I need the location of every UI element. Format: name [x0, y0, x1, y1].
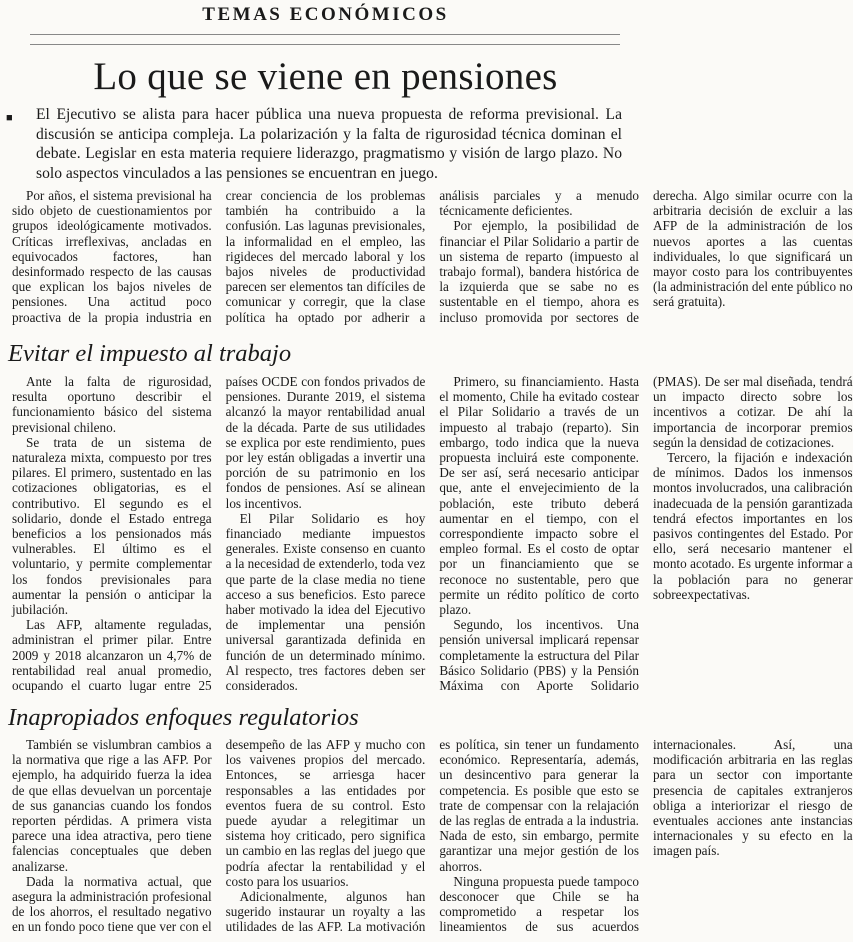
paragraph: Ante la falta de rigurosidad, resulta oportuno describir el funcionamiento básico del sistema previsional chileno.: [12, 374, 212, 435]
paragraph: Primero, su financiamiento. Hasta el momento, Chile ha evitado costear el Pilar Solidario a través de un impuesto al trabajo (reparto). Sin embargo, todo indica que la nueva propuesta incluirá este componente. De ser así, será necesario anticipar que, ante el envejecimiento de la población, este tributo deberá aumentar en el tiempo, con el correspondiente impacto sobre el empleo formal. Es el costo de optar por un financiamiento que se reconoce no sustentable, pero que permite un rédito político de corto plazo.: [439, 374, 639, 618]
top-rule: [30, 34, 620, 35]
paragraph: Se trata de un sistema de naturaleza mixta, compuesto por tres pilares. El primero, sustentado en las cotizaciones obligatorias, es el contributivo. El segundo es el solidario, donde el Estado entrega beneficios a los pensionados más vulnerables. El último es el voluntario, y permite complementar los fondos previsionales para aumentar la pensión o anticipar la jubilación.: [12, 434, 212, 618]
article-lead: El Ejecutivo se alista para hacer pública una nueva propuesta de reforma previsional. La discusión se anticipa compleja. La polarización y la falta de rigurosidad técnica dominan el debate. Legislar en esta materia requiere liderazgo, pragmatismo y visión de largo plazo. No solo aspectos vinculados a las pensiones se encuentran en juego.: [36, 106, 622, 182]
paragraph: Ninguna propuesta puede tampoco desconocer que Chile se ha comprometido a respetar los lineamientos de sus acuerdos internacionales. Así, una modificación arbitraria en las reglas para un sector con importante presencia de capitales extranjeros obliga a interiorizar el riesgo de eventuales acciones ante instancias internacionales y su efecto en la imagen país.: [439, 737, 853, 935]
paragraph: Dada la normativa actual, que asegura la administración profesional de los ahorros, el resultado negativo en un fondo poco tiene que ver con el desempeño de las AFP y mucho con los vaivenes propios del mercado. Entonces, se arriesga hacer responsables a las entidades por eventos fuera de su control. Esto puede ayudar a relegitimar un sistema hoy criticado, pero significa un cambio en las reglas del juego que podría afectar la rentabilidad y el costo para los usuarios.: [12, 737, 426, 935]
paragraph: Segundo, los incentivos. Una pensión universal implicará repensar completamente la estructura del Pilar Básico Solidario (PBS) y la Pensión Máxima con Aporte Solidario (PMAS). De ser mal diseñada, tendrá un impacto directo sobre los incentivos a cotizar. De ahí la importancia de incorporar premios según la densidad de cotizaciones.: [439, 374, 853, 694]
paragraph: Por años, el sistema previsional ha sido objeto de cuestionamientos por grupos ideológicamente motivados. Críticas irreflexivas, ancladas en equivocados factores, han desinformado respecto de las causas que explican los bajos niveles de pensiones. Una actitud poco proactiva de la propia industria en crear conciencia de los problemas también ha contribuido a la confusión. Las lagunas previsionales, la informalidad en el empleo, las rigideces del mercado laboral y los bajos niveles de productividad parecen ser elementos tan difíciles de comunicar y corregir, que la clase política ha optado por adherir a análisis parciales y a menudo técnicamente deficientes.: [12, 188, 639, 325]
subheading-regulatorios: Inapropiados enfoques regulatorios: [8, 704, 359, 731]
article-title: Lo que se viene en pensiones: [93, 55, 558, 98]
section3-columns: [12, 737, 853, 939]
paragraph: También se vislumbran cambios a la normativa que rige a las AFP. Por ejemplo, ha adquirido fuerza la idea de que ellas devuelvan un porcentaje de sus ganancias cuando los fondos reporten pérdidas. A primera vista parece una idea atractiva, pero tiene falencias conceptuales que deben analizarse.: [12, 737, 212, 874]
intro-columns: [12, 188, 853, 336]
section2-columns: [12, 374, 853, 694]
subheading-impuesto: Evitar el impuesto al trabajo: [8, 340, 292, 367]
section-label: TEMAS ECONÓMICOS: [202, 4, 449, 25]
paragraph: Por ejemplo, la posibilidad de financiar el Pilar Solidario a partir de un sistema de reparto (impuesto al trabajo formal), bandera histórica de la izquierda que se sabe no es sustentable en el tiempo, ahora es incluso promovida por sectores de derecha. Algo similar ocurre con la arbitraria decisión de excluir a las AFP de la administración de los nuevos aportes a las cuentas individuales, lo que significará un mayor costo para los contribuyentes (la administración del ente público no será gratuita).: [439, 188, 853, 325]
paragraph: El Pilar Solidario es hoy financiado mediante impuestos generales. Existe consenso en cuanto a la necesidad de extenderlo, toda vez que parte de la clase media no tiene acceso a sus beneficios. Esto parece haber motivado la idea del Ejecutivo de implementar una pensión universal garantizada definida en función de un determinado mínimo. Al respecto, tres factores deben ser considerados.: [225, 510, 426, 694]
lead-bullet-icon: ■: [6, 112, 13, 124]
paragraph: Las AFP, altamente reguladas, administran el primer pilar. Entre 2009 y 2018 alcanzaron un 4,7% de rentabilidad real anual promedio, ocupando el cuarto lugar entre 25 países OCDE con fondos privados de pensiones. Durante 2019, el sistema alcanzó la mayor rentabilidad anual de la década. Parte de sus utilidades se explica por este rendimiento, pues por ley están obligadas a invertir una porción de su patrimonio en los fondos de pensiones. Así se alinean los incentivos.: [12, 374, 426, 694]
top-rule-lower: [30, 44, 620, 45]
paragraph: Adicionalmente, algunos han sugerido instaurar un royalty a las utilidades de las AFP. La motivación es política, sin tener un fundamento económico. Representaría, además, un desincentivo para generar la competencia. Es posible que esto se trate de compensar con la relajación de las reglas de entrada a la industria. Nada de esto, sin embargo, permite garantizar una mejor gestión de los ahorros.: [225, 737, 639, 935]
paragraph: Tercero, la fijación e indexación de mínimos. Dados los inmensos montos involucrados, una calibración inadecuada de la pensión garantizada tendrá efectos importantes en los pasivos contingentes del Estado. Por ello, será necesario mantener el monto acotado. Es urgente informar a la población para no generar sobreexpectativas.: [652, 450, 853, 602]
